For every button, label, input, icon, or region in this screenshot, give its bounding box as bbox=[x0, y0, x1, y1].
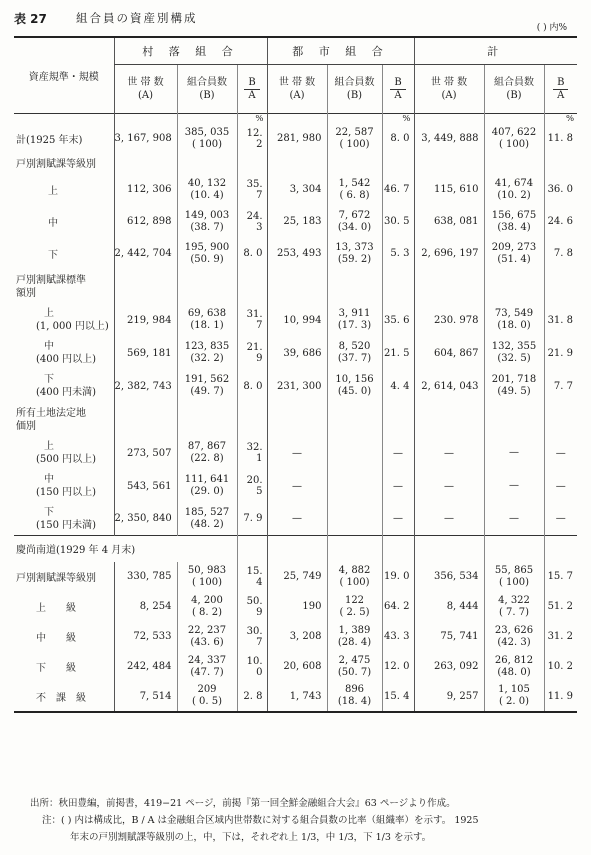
share-percent: (50. 9) bbox=[190, 253, 224, 265]
members-cell bbox=[327, 503, 382, 536]
table-title-line bbox=[14, 6, 577, 33]
footnotes bbox=[30, 795, 570, 846]
ratio-cell: — bbox=[544, 437, 577, 470]
section-row bbox=[14, 403, 577, 437]
header-group-row bbox=[14, 37, 577, 65]
members-cell bbox=[484, 652, 544, 682]
households-cell: 39, 686 bbox=[267, 337, 327, 370]
share-percent: (18. 1) bbox=[190, 320, 224, 331]
table-row bbox=[14, 206, 577, 238]
members-cell bbox=[484, 503, 544, 536]
members-value: 73, 549 bbox=[494, 308, 534, 319]
members-cell bbox=[177, 682, 237, 712]
row-label: 計(1925 年末) bbox=[16, 135, 83, 146]
households-cell: 75, 741 bbox=[414, 622, 484, 652]
share-percent: (51. 4) bbox=[497, 253, 531, 265]
members-header: 組合員数 (B) bbox=[327, 65, 382, 114]
share-percent: (47. 7) bbox=[190, 666, 224, 678]
share-percent: (37. 7) bbox=[337, 353, 372, 364]
row-label: 中 級 bbox=[36, 633, 76, 644]
share-percent: ( 7. 7) bbox=[498, 606, 530, 618]
households-cell: — bbox=[414, 470, 484, 503]
members-value: 111, 641 bbox=[184, 474, 230, 485]
households-cell: — bbox=[414, 437, 484, 470]
share-percent: (10. 4) bbox=[190, 189, 224, 201]
members-value: 3, 911 bbox=[338, 308, 371, 319]
table-title: 組合員の資産別構成 bbox=[76, 11, 198, 25]
ratio-cell: 32. 1 bbox=[237, 437, 267, 470]
members-cell bbox=[327, 174, 382, 206]
households-cell: 543, 561 bbox=[114, 470, 177, 503]
households-cell: 612, 898 bbox=[114, 206, 177, 238]
ratio-cell: 24. 3 bbox=[237, 206, 267, 238]
members-cell bbox=[484, 592, 544, 622]
ratio-cell: 31. 2 bbox=[544, 622, 577, 652]
members-value: — bbox=[509, 480, 519, 491]
members-cell bbox=[484, 622, 544, 652]
members-cell bbox=[177, 304, 237, 337]
section-label: 戸別割賦課標準 額別 bbox=[16, 274, 86, 299]
members-cell bbox=[484, 174, 544, 206]
share-percent: ( 100) bbox=[498, 576, 530, 588]
ratio-cell: 12. 2 bbox=[237, 126, 267, 152]
members-value: 149, 003 bbox=[184, 209, 230, 221]
unit-row bbox=[14, 114, 577, 126]
members-value: 50, 983 bbox=[187, 564, 227, 576]
households-cell: 2, 350, 840 bbox=[114, 503, 177, 536]
share-percent: (22. 8) bbox=[190, 453, 224, 464]
ratio-cell: 15. 4 bbox=[237, 562, 267, 592]
households-cell: 3, 449, 888 bbox=[414, 126, 484, 152]
share-percent: ( 2. 5) bbox=[339, 606, 370, 618]
members-cell bbox=[484, 470, 544, 503]
members-value: 4, 200 bbox=[191, 594, 223, 606]
members-value: 122 bbox=[344, 594, 365, 606]
share-percent: (32. 2) bbox=[190, 353, 224, 364]
ratio-cell: 43. 3 bbox=[382, 622, 414, 652]
ratio-cell: 8. 0 bbox=[382, 126, 414, 152]
ratio-cell: — bbox=[544, 503, 577, 536]
ratio-cell: — bbox=[382, 503, 414, 536]
members-cell bbox=[177, 437, 237, 470]
row-label: 上 級 bbox=[36, 603, 76, 614]
households-cell: 2, 442, 704 bbox=[114, 238, 177, 270]
members-header: 組合員数 (B) bbox=[177, 65, 237, 114]
share-percent: (18. 4) bbox=[337, 696, 372, 707]
members-cell bbox=[177, 206, 237, 238]
members-cell bbox=[177, 470, 237, 503]
members-cell bbox=[327, 562, 382, 592]
members-value: 8, 520 bbox=[338, 341, 371, 352]
ratio-cell: 10. 2 bbox=[544, 652, 577, 682]
members-cell bbox=[177, 238, 237, 270]
households-cell: 330, 785 bbox=[114, 562, 177, 592]
households-cell: 72, 533 bbox=[114, 622, 177, 652]
members-cell bbox=[327, 337, 382, 370]
members-value: 191, 562 bbox=[184, 374, 230, 385]
ratio-cell: 21. 9 bbox=[544, 337, 577, 370]
table-row bbox=[14, 437, 577, 470]
households-cell: 10, 994 bbox=[267, 304, 327, 337]
households-cell: 356, 534 bbox=[414, 562, 484, 592]
members-cell bbox=[177, 370, 237, 403]
section-label: 所有土地法定地 価別 bbox=[16, 407, 86, 432]
households-cell: 25, 749 bbox=[267, 562, 327, 592]
members-cell bbox=[327, 622, 382, 652]
section-row bbox=[14, 270, 577, 304]
table-row bbox=[14, 470, 577, 503]
ratio-cell: 31. 7 bbox=[237, 304, 267, 337]
share-percent: (48. 2) bbox=[190, 518, 224, 530]
members-cell bbox=[484, 370, 544, 403]
ratio-cell: 46. 7 bbox=[382, 174, 414, 206]
ratio-header: $\frac{B}{A}$ bbox=[237, 65, 267, 114]
members-value: 1, 389 bbox=[338, 624, 371, 636]
ratio-cell: 15. 7 bbox=[544, 562, 577, 592]
households-cell: 190 bbox=[267, 592, 327, 622]
households-cell: — bbox=[267, 503, 327, 536]
share-percent: (38. 7) bbox=[190, 221, 224, 233]
share-percent: (43. 6) bbox=[190, 636, 224, 648]
members-cell bbox=[177, 126, 237, 152]
members-cell bbox=[484, 337, 544, 370]
source-note: 出所：秋田豊編，前掲書，419−21 ページ，前掲『第一回全鮮金融組合大会』63 ページより作成。 bbox=[30, 798, 456, 809]
row-label: 下 級 bbox=[36, 663, 76, 674]
members-cell bbox=[327, 304, 382, 337]
members-value: 24, 337 bbox=[187, 654, 227, 666]
households-cell: 3, 304 bbox=[267, 174, 327, 206]
ratio-cell: 7. 8 bbox=[544, 238, 577, 270]
share-percent: ( 100) bbox=[191, 138, 223, 150]
ratio-cell: 36. 0 bbox=[544, 174, 577, 206]
members-value: 1, 105 bbox=[498, 684, 530, 695]
table-row bbox=[14, 337, 577, 370]
ratio-cell: 35. 7 bbox=[237, 174, 267, 206]
share-percent: ( 2. 0) bbox=[498, 696, 530, 707]
share-percent: (38. 4) bbox=[497, 221, 531, 233]
row-label-header: 資産規準・規模 bbox=[28, 72, 99, 83]
ratio-cell: 50. 9 bbox=[237, 592, 267, 622]
ratio-cell: 8. 0 bbox=[237, 370, 267, 403]
members-value: 22, 237 bbox=[187, 624, 227, 636]
households-cell: 230. 978 bbox=[414, 304, 484, 337]
row-label: 中 (400 円以上) bbox=[36, 341, 97, 365]
share-percent: (28. 4) bbox=[337, 636, 372, 648]
households-cell: 219, 984 bbox=[114, 304, 177, 337]
note-line-2: 年末の戸別割賦課等級別の上，中，下は，それぞれ上 1/3，中 1/3，下 1/3 を示す。 bbox=[70, 832, 432, 843]
households-cell: 112, 306 bbox=[114, 174, 177, 206]
ratio-cell: 24. 6 bbox=[544, 206, 577, 238]
members-cell bbox=[484, 206, 544, 238]
members-value: 10, 156 bbox=[335, 374, 374, 385]
members-value: 2, 475 bbox=[338, 654, 371, 666]
ratio-cell: 30. 5 bbox=[382, 206, 414, 238]
members-cell bbox=[484, 238, 544, 270]
row-label: 上 (1, 000 円以上) bbox=[36, 308, 109, 332]
members-value: 13, 373 bbox=[335, 241, 374, 253]
members-value: 896 bbox=[344, 684, 365, 695]
members-value: — bbox=[509, 447, 519, 458]
households-cell: 253, 493 bbox=[267, 238, 327, 270]
share-percent: (18. 0) bbox=[497, 320, 531, 331]
households-cell: 281, 980 bbox=[267, 126, 327, 152]
ratio-cell: 11. 9 bbox=[544, 682, 577, 712]
ratio-cell: 8. 0 bbox=[237, 238, 267, 270]
members-cell bbox=[177, 174, 237, 206]
households-cell: 242, 484 bbox=[114, 652, 177, 682]
households-header: 世 帯 数 (A) bbox=[267, 65, 327, 114]
members-cell bbox=[177, 592, 237, 622]
share-percent: (42. 3) bbox=[497, 636, 531, 648]
households-cell: 2, 614, 043 bbox=[414, 370, 484, 403]
households-header: 世 帯 数 (A) bbox=[414, 65, 484, 114]
share-percent: ( 8. 2) bbox=[191, 606, 223, 618]
members-cell bbox=[327, 370, 382, 403]
households-cell: — bbox=[414, 503, 484, 536]
row-label: 下 bbox=[48, 250, 58, 261]
households-cell: 8, 254 bbox=[114, 592, 177, 622]
group-header-village: 村 落 組 合 bbox=[114, 37, 267, 65]
members-cell bbox=[327, 437, 382, 470]
members-value: 4, 322 bbox=[498, 594, 530, 606]
households-cell: 8, 444 bbox=[414, 592, 484, 622]
share-percent: ( 0. 5) bbox=[191, 696, 223, 707]
table-row bbox=[14, 174, 577, 206]
share-percent: ( 100) bbox=[498, 138, 530, 150]
households-cell: — bbox=[267, 437, 327, 470]
share-percent: ( 100) bbox=[191, 576, 223, 588]
members-value: 209, 273 bbox=[491, 241, 537, 253]
members-value: 201, 718 bbox=[491, 374, 537, 385]
households-cell: 7, 514 bbox=[114, 682, 177, 712]
ratio-cell: 10. 0 bbox=[237, 652, 267, 682]
share-percent: (48. 0) bbox=[497, 666, 531, 678]
ratio-cell: — bbox=[544, 470, 577, 503]
pct-unit: % bbox=[382, 114, 414, 126]
members-header: 組合員数 (B) bbox=[484, 65, 544, 114]
members-value: 26, 812 bbox=[494, 654, 534, 666]
section-label: 戸別割賦課等級別 bbox=[16, 159, 96, 170]
members-cell bbox=[327, 206, 382, 238]
note-line-1: 注：( ) 内は構成比，B / A は金融組合区域内世帯数に対する組合員数の比率（組織率）を示す。 1925 bbox=[42, 815, 479, 826]
ratio-header: $\frac{B}{A}$ bbox=[544, 65, 577, 114]
pct-unit: % bbox=[544, 114, 577, 126]
members-cell bbox=[327, 238, 382, 270]
ratio-cell: 7. 7 bbox=[544, 370, 577, 403]
households-cell: 638, 081 bbox=[414, 206, 484, 238]
group-header-city: 都 市 組 合 bbox=[267, 37, 414, 65]
row-label: 不 課 級 bbox=[36, 692, 86, 704]
ratio-cell: — bbox=[382, 470, 414, 503]
members-value: 1, 542 bbox=[338, 177, 371, 189]
share-percent: (49. 7) bbox=[190, 386, 224, 397]
members-value: 23, 626 bbox=[494, 624, 534, 636]
members-value: 385, 035 bbox=[184, 126, 230, 138]
share-percent: (50. 7) bbox=[337, 666, 372, 678]
ratio-cell: — bbox=[382, 437, 414, 470]
table-row bbox=[14, 652, 577, 682]
members-value: 209 bbox=[197, 684, 217, 695]
households-cell: 20, 608 bbox=[267, 652, 327, 682]
members-cell bbox=[484, 682, 544, 712]
section-row bbox=[14, 152, 577, 174]
members-cell bbox=[177, 337, 237, 370]
members-cell bbox=[177, 562, 237, 592]
households-cell: 2, 382, 743 bbox=[114, 370, 177, 403]
ratio-header: $\frac{B}{A}$ bbox=[382, 65, 414, 114]
share-percent: (32. 5) bbox=[497, 353, 531, 364]
section-label: 慶尚南道(1929 年 4 月末) bbox=[14, 536, 237, 562]
members-value: 22, 587 bbox=[335, 126, 374, 138]
members-cell bbox=[484, 126, 544, 152]
households-cell: 3, 167, 908 bbox=[114, 126, 177, 152]
members-value: 40, 132 bbox=[187, 177, 227, 189]
members-cell bbox=[484, 304, 544, 337]
ratio-cell: 11. 8 bbox=[544, 126, 577, 152]
share-percent: (59. 2) bbox=[337, 253, 372, 265]
members-value: 41, 674 bbox=[494, 177, 534, 189]
members-cell bbox=[484, 437, 544, 470]
ratio-cell: 21. 5 bbox=[382, 337, 414, 370]
row-label: 戸別割賦課等級別 bbox=[16, 573, 96, 584]
table-row bbox=[14, 238, 577, 270]
ratio-cell: 5. 3 bbox=[382, 238, 414, 270]
members-value: 195, 900 bbox=[184, 241, 230, 253]
share-percent: ( 100) bbox=[339, 576, 370, 588]
share-percent: (34. 0) bbox=[337, 221, 372, 233]
share-percent: ( 6. 8) bbox=[339, 189, 370, 201]
members-value: 185, 527 bbox=[184, 506, 230, 518]
table-row bbox=[14, 370, 577, 403]
ratio-cell: 19. 0 bbox=[382, 562, 414, 592]
section-row bbox=[14, 536, 577, 562]
households-cell: 25, 183 bbox=[267, 206, 327, 238]
households-cell: 1, 743 bbox=[267, 682, 327, 712]
members-cell bbox=[484, 562, 544, 592]
members-value: 407, 622 bbox=[491, 126, 537, 138]
table-row bbox=[14, 562, 577, 592]
members-cell bbox=[327, 592, 382, 622]
members-cell bbox=[327, 652, 382, 682]
pct-unit: % bbox=[237, 114, 267, 126]
members-cell bbox=[327, 126, 382, 152]
members-value: — bbox=[509, 512, 519, 524]
ratio-cell: 7. 9 bbox=[237, 503, 267, 536]
row-label: 上 (500 円以上) bbox=[36, 441, 97, 465]
share-percent: ( 100) bbox=[339, 138, 370, 150]
members-value: 55, 865 bbox=[494, 564, 534, 576]
ratio-cell: 4. 4 bbox=[382, 370, 414, 403]
members-value: 123, 835 bbox=[184, 341, 230, 352]
row-label: 下 (400 円未満) bbox=[36, 374, 97, 398]
members-value: 4, 882 bbox=[338, 564, 371, 576]
share-percent: (45. 0) bbox=[337, 386, 372, 397]
ratio-cell: 51. 2 bbox=[544, 592, 577, 622]
ratio-cell: 30. 7 bbox=[237, 622, 267, 652]
table-row bbox=[14, 126, 577, 152]
ratio-cell: 2. 8 bbox=[237, 682, 267, 712]
ratio-cell: 31. 8 bbox=[544, 304, 577, 337]
ratio-cell: 20. 5 bbox=[237, 470, 267, 503]
ratio-cell: 64. 2 bbox=[382, 592, 414, 622]
members-value: 87, 867 bbox=[187, 441, 227, 452]
members-cell bbox=[327, 682, 382, 712]
households-cell: 3, 208 bbox=[267, 622, 327, 652]
table-row bbox=[14, 592, 577, 622]
households-cell: — bbox=[267, 470, 327, 503]
share-percent: (29. 0) bbox=[190, 486, 224, 497]
table-row bbox=[14, 304, 577, 337]
group-header-total: 計 bbox=[414, 37, 577, 65]
table-row bbox=[14, 503, 577, 536]
households-cell: 263, 092 bbox=[414, 652, 484, 682]
members-value: 156, 675 bbox=[491, 209, 537, 221]
share-percent: (49. 5) bbox=[497, 386, 531, 397]
ratio-cell: 12. 0 bbox=[382, 652, 414, 682]
members-cell bbox=[327, 470, 382, 503]
members-cell bbox=[177, 622, 237, 652]
share-percent: (10. 2) bbox=[497, 189, 531, 201]
households-cell: 2, 696, 197 bbox=[414, 238, 484, 270]
row-label: 下 (150 円未満) bbox=[36, 506, 97, 531]
ratio-cell: 15. 4 bbox=[382, 682, 414, 712]
members-cell bbox=[177, 652, 237, 682]
members-value: 69, 638 bbox=[187, 308, 227, 319]
asset-composition-table bbox=[14, 36, 577, 713]
unit-note: ( ) 内% bbox=[536, 23, 567, 33]
households-cell: 569, 181 bbox=[114, 337, 177, 370]
households-cell: 231, 300 bbox=[267, 370, 327, 403]
table-row bbox=[14, 622, 577, 652]
ratio-cell: 35. 6 bbox=[382, 304, 414, 337]
households-cell: 115, 610 bbox=[414, 174, 484, 206]
ratio-cell: 21. 9 bbox=[237, 337, 267, 370]
households-cell: 604, 867 bbox=[414, 337, 484, 370]
households-cell: 9, 257 bbox=[414, 682, 484, 712]
share-percent: (17. 3) bbox=[337, 320, 372, 331]
row-label: 中 bbox=[48, 218, 58, 229]
members-value: 132, 355 bbox=[491, 341, 537, 352]
row-label: 上 bbox=[48, 186, 58, 197]
table-row bbox=[14, 682, 577, 712]
members-value: 7, 672 bbox=[338, 209, 371, 221]
households-cell: 273, 507 bbox=[114, 437, 177, 470]
members-cell bbox=[177, 503, 237, 536]
row-label: 中 (150 円以上) bbox=[36, 474, 97, 498]
households-header: 世 帯 数 (A) bbox=[114, 65, 177, 114]
table-number: 表 27 bbox=[14, 12, 47, 26]
